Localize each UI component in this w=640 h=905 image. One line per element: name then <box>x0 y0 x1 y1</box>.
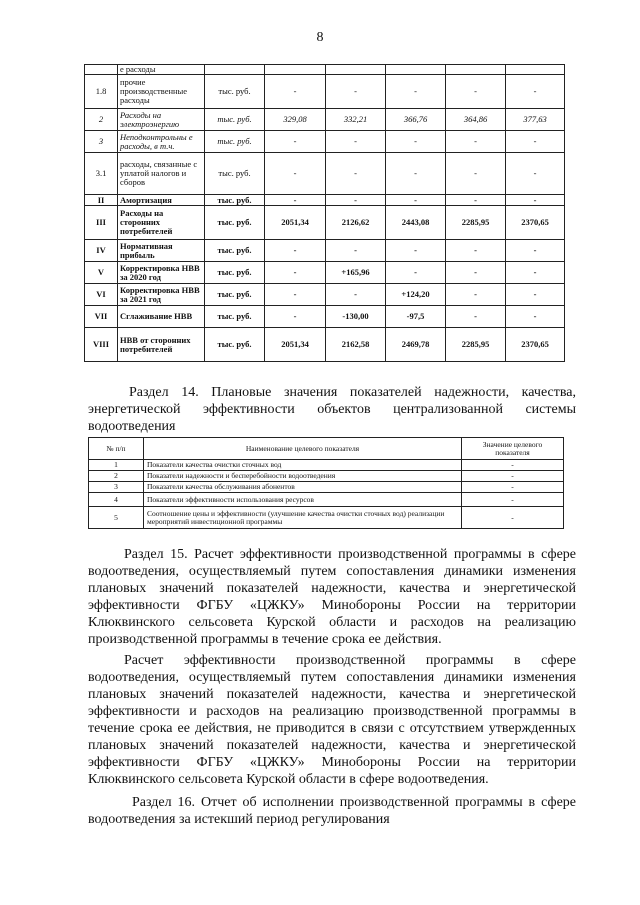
text-line: Клюквинского сельсовета Курской области и расходов на реализацию <box>88 615 576 630</box>
value-cell: 332,21 <box>326 109 386 131</box>
indicator-row <box>89 471 564 482</box>
indicator-name: Показатели качества очистки сточных вод <box>144 460 462 471</box>
value-cell: 329,08 <box>265 109 326 131</box>
tariff-row <box>85 328 565 362</box>
indicator-num: 5 <box>89 507 144 529</box>
value-cell: - <box>446 240 506 262</box>
value-cell <box>265 65 326 75</box>
value-cell <box>386 65 446 75</box>
indicator-value: - <box>462 482 564 493</box>
value-cell: 366,76 <box>386 109 446 131</box>
value-cell: - <box>265 240 326 262</box>
row-number: V <box>85 262 118 284</box>
value-cell: - <box>506 75 565 109</box>
text-line: энергетической эффективности объектов централизованной системы <box>88 402 576 417</box>
value-cell: - <box>326 284 386 306</box>
row-name: Нормативная прибыль <box>118 240 205 262</box>
tariff-row <box>85 65 565 75</box>
value-cell: +124,20 <box>386 284 446 306</box>
text-line: водоотведения за истекший период регулирования <box>88 812 390 827</box>
row-unit <box>205 65 265 75</box>
value-cell: - <box>386 240 446 262</box>
indicator-row <box>89 507 564 529</box>
value-cell: - <box>506 240 565 262</box>
value-cell: - <box>386 153 446 195</box>
row-unit: тыс. руб. <box>205 306 265 328</box>
value-cell <box>326 65 386 75</box>
tariff-row <box>85 195 565 206</box>
row-unit: тыс. руб. <box>205 195 265 206</box>
value-cell: - <box>386 131 446 153</box>
value-cell: 2051,34 <box>265 206 326 240</box>
value-cell: 377,63 <box>506 109 565 131</box>
indicator-value: - <box>462 471 564 482</box>
value-cell: - <box>446 131 506 153</box>
indicator-row <box>89 460 564 471</box>
value-cell: 2126,62 <box>326 206 386 240</box>
row-unit: тыс. руб. <box>205 131 265 153</box>
value-cell: - <box>446 153 506 195</box>
value-cell: - <box>265 284 326 306</box>
section-14-heading <box>88 384 576 435</box>
indicator-value: - <box>462 493 564 507</box>
value-cell: 2370,65 <box>506 328 565 362</box>
text-line: Расчет эффективности производственной программы в сфере <box>124 653 576 668</box>
value-cell: - <box>326 131 386 153</box>
value-cell: 2285,95 <box>446 206 506 240</box>
tariff-row <box>85 75 565 109</box>
value-cell <box>446 65 506 75</box>
value-cell: 2162,58 <box>326 328 386 362</box>
row-unit: тыс. руб. <box>205 240 265 262</box>
value-cell: 2285,95 <box>446 328 506 362</box>
row-name: Корректировка НВВ за 2020 год <box>118 262 205 284</box>
value-cell: - <box>265 195 326 206</box>
indicator-row <box>89 482 564 493</box>
value-cell: - <box>326 240 386 262</box>
value-cell: 2370,65 <box>506 206 565 240</box>
row-number: VII <box>85 306 118 328</box>
value-cell: -130,00 <box>326 306 386 328</box>
row-name: е расходы <box>118 65 205 75</box>
tariff-table-body <box>85 65 565 362</box>
value-cell: - <box>446 75 506 109</box>
row-name: Неподконтрольны е расходы, в т.ч. <box>118 131 205 153</box>
text-line: плановых значений показателей надежности, качества и энергетической <box>88 687 576 702</box>
header-value: Значение целевого показателя <box>462 438 564 460</box>
row-number: 3 <box>85 131 118 153</box>
value-cell: 2443,08 <box>386 206 446 240</box>
indicators-table-body <box>89 460 564 529</box>
row-number: III <box>85 206 118 240</box>
row-name: Амортизация <box>118 195 205 206</box>
value-cell: - <box>386 262 446 284</box>
row-unit: тыс. руб. <box>205 284 265 306</box>
indicator-value: - <box>462 507 564 529</box>
header-name: Наименование целевого показателя <box>144 438 462 460</box>
section-15-text <box>88 546 576 648</box>
value-cell: - <box>446 195 506 206</box>
indicator-num: 2 <box>89 471 144 482</box>
indicator-name: Показатели надежности и бесперебойности водоотведения <box>144 471 462 482</box>
row-number: VI <box>85 284 118 306</box>
value-cell: - <box>506 195 565 206</box>
row-number: II <box>85 195 118 206</box>
page-number: 8 <box>316 30 324 45</box>
indicator-name: Соотношение цены и эффективности (улучшение качества очистки сточных вод) реализации мероприятий инвестиционной программы <box>144 507 462 529</box>
tariff-row <box>85 206 565 240</box>
row-number: VIII <box>85 328 118 362</box>
row-number: 2 <box>85 109 118 131</box>
row-unit: тыс. руб. <box>205 75 265 109</box>
row-unit: тыс. руб. <box>205 206 265 240</box>
text-line: эффективности ФГБУ «ЦЖКУ» Минобороны России на территории <box>88 755 576 770</box>
text-line: плановых значений показателей надежности, качества и энергетической <box>88 738 576 753</box>
text-line: течение срока ее действия, не приводится в связи с отсутствием утвержденных <box>88 721 576 736</box>
row-number: IV <box>85 240 118 262</box>
section-16-heading <box>88 794 576 828</box>
section-15-paragraph-2 <box>88 652 576 788</box>
indicator-value: - <box>462 460 564 471</box>
value-cell: - <box>386 75 446 109</box>
value-cell: -97,5 <box>386 306 446 328</box>
indicator-num: 4 <box>89 493 144 507</box>
indicator-num: 3 <box>89 482 144 493</box>
value-cell: - <box>326 75 386 109</box>
value-cell: - <box>446 306 506 328</box>
value-cell: - <box>506 131 565 153</box>
indicator-name: Показатели качества обслуживания абонентов <box>144 482 462 493</box>
value-cell: - <box>446 284 506 306</box>
row-unit: тыс. руб. <box>205 328 265 362</box>
value-cell: - <box>506 153 565 195</box>
text-line: эффективности и расходов на реализацию производственной программы в <box>88 704 576 719</box>
value-cell: - <box>326 153 386 195</box>
row-name: НВВ от сторонних потребителей <box>118 328 205 362</box>
text-line: водоотведения, осуществляемый путем сопоставления динамики изменения <box>88 670 576 685</box>
row-number: 1.8 <box>85 75 118 109</box>
value-cell: - <box>506 284 565 306</box>
value-cell: - <box>386 195 446 206</box>
tariff-row <box>85 131 565 153</box>
tariff-table <box>84 64 565 362</box>
text-line: водоотведения, осуществляемый путем сопоставления динамики изменения <box>88 564 576 579</box>
value-cell: - <box>265 75 326 109</box>
indicators-table <box>88 437 564 529</box>
row-number: 3.1 <box>85 153 118 195</box>
value-cell: +165,96 <box>326 262 386 284</box>
row-unit: тыс. руб. <box>205 262 265 284</box>
text-line: Раздел 14. Плановые значения показателей надежности, качества, <box>129 385 576 400</box>
text-line: Раздел 16. Отчет об исполнении производственной программы в сфере <box>132 795 576 810</box>
tariff-row <box>85 306 565 328</box>
value-cell: - <box>265 153 326 195</box>
value-cell: - <box>265 131 326 153</box>
value-cell: - <box>506 262 565 284</box>
indicators-header-row <box>89 438 564 460</box>
row-name: Расходы на сторонних потребителей <box>118 206 205 240</box>
row-name: прочие производственные расходы <box>118 75 205 109</box>
row-name: Корректировка НВВ за 2021 год <box>118 284 205 306</box>
text-line: Клюквинского сельсовета Курской области в сфере водоотведения. <box>88 772 489 787</box>
row-name: расходы, связанные с уплатой налогов и сборов <box>118 153 205 195</box>
row-unit: тыс. руб. <box>205 109 265 131</box>
value-cell: - <box>326 195 386 206</box>
indicator-row <box>89 493 564 507</box>
value-cell: - <box>506 306 565 328</box>
row-unit: тыс. руб. <box>205 153 265 195</box>
value-cell: 2051,34 <box>265 328 326 362</box>
text-line: эффективности ФГБУ «ЦЖКУ» Минобороны России на территории <box>88 598 576 613</box>
text-line: производственной программы в течение срока ее действия. <box>88 632 442 647</box>
tariff-row <box>85 109 565 131</box>
tariff-row <box>85 153 565 195</box>
tariff-row <box>85 240 565 262</box>
tariff-row <box>85 262 565 284</box>
indicator-num: 1 <box>89 460 144 471</box>
header-num: № п/п <box>89 438 144 460</box>
indicator-name: Показатели эффективности использования ресурсов <box>144 493 462 507</box>
value-cell <box>506 65 565 75</box>
tariff-row <box>85 284 565 306</box>
value-cell: - <box>265 306 326 328</box>
value-cell: 364,86 <box>446 109 506 131</box>
text-line: водоотведения <box>88 419 176 434</box>
value-cell: 2469,78 <box>386 328 446 362</box>
text-line: Раздел 15. Расчет эффективности производственной программы в сфере <box>124 547 576 562</box>
text-line: плановых значений показателей надежности, качества и энергетической <box>88 581 576 596</box>
value-cell: - <box>446 262 506 284</box>
row-name: Сглаживание НВВ <box>118 306 205 328</box>
value-cell: - <box>265 262 326 284</box>
row-name: Расходы на электроэнергию <box>118 109 205 131</box>
row-number <box>85 65 118 75</box>
